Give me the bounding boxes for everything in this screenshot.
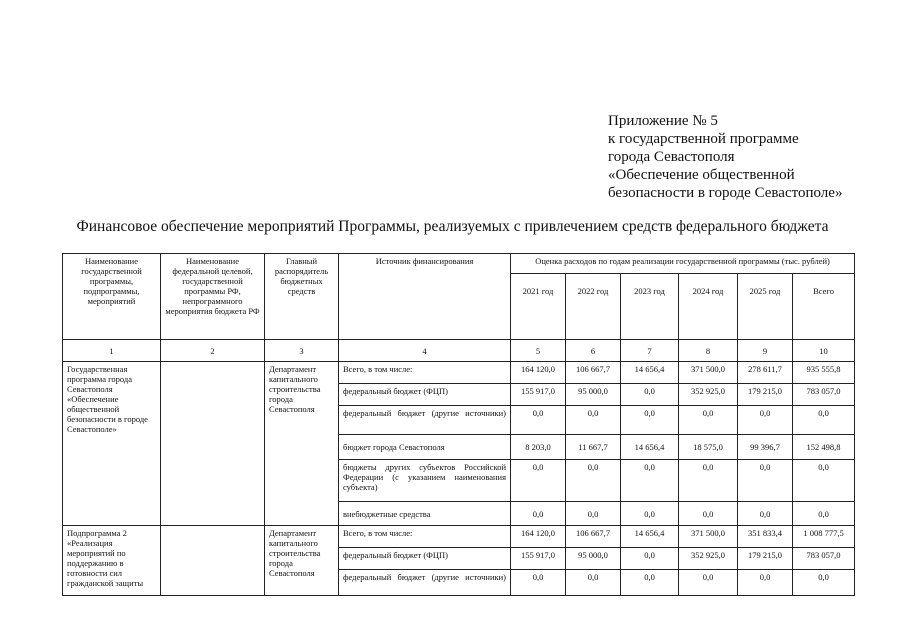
header-federal-program: Наименование федеральной целевой, государственной программы РФ, непрограммного мероприятия бюджета РФ — [161, 254, 265, 340]
header-manager: Главный распорядитель бюджетных средств — [265, 254, 339, 340]
column-number: 10 — [793, 340, 855, 362]
value-cell: 99 396,7 — [738, 435, 793, 460]
appendix-header — [608, 112, 842, 202]
budget-manager: Департамент капитального строительства города Севастополя — [265, 362, 339, 526]
subprogram-name: Подпрограмма 2 «Реализация мероприятий по поддержанию в готовности сил гражданской защиты — [63, 526, 161, 596]
value-cell: 0,0 — [566, 406, 621, 435]
federal-program — [161, 526, 265, 596]
header-source: Источник финансирования — [339, 254, 511, 340]
value-cell: 14 656,4 — [621, 526, 679, 548]
value-cell: 0,0 — [738, 460, 793, 502]
appendix-line: Приложение № 5 — [608, 113, 718, 129]
value-cell: 0,0 — [621, 406, 679, 435]
value-cell: 371 500,0 — [679, 362, 738, 384]
value-cell: 155 917,0 — [511, 384, 566, 406]
value-cell: 14 656,4 — [621, 435, 679, 460]
value-cell: 278 611,7 — [738, 362, 793, 384]
value-cell: 155 917,0 — [511, 548, 566, 570]
value-cell: 0,0 — [621, 502, 679, 526]
column-number: 5 — [511, 340, 566, 362]
funding-source: федеральный бюджет (ФЦП) — [339, 384, 511, 406]
value-cell: 0,0 — [511, 406, 566, 435]
value-cell: 1 008 777,5 — [793, 526, 855, 548]
value-cell: 352 925,0 — [679, 384, 738, 406]
value-cell: 106 667,7 — [566, 362, 621, 384]
value-cell: 0,0 — [621, 460, 679, 502]
appendix-line: к государственной программе — [608, 131, 799, 147]
column-number: 3 — [265, 340, 339, 362]
funding-source: бюджеты других субъектов Российской Федерации (с указанием наименования субъекта) — [339, 460, 511, 502]
column-number: 2 — [161, 340, 265, 362]
header-year: 2024 год — [679, 274, 738, 340]
value-cell: 0,0 — [621, 384, 679, 406]
value-cell: 0,0 — [793, 460, 855, 502]
program-name: Государственная программа города Севастополя «Обеспечение общественной безопасности в городе Севастополе» — [63, 362, 161, 526]
appendix-line: города Севастополя — [608, 149, 735, 165]
column-number: 6 — [566, 340, 621, 362]
value-cell: 0,0 — [511, 502, 566, 526]
value-cell: 95 000,0 — [566, 384, 621, 406]
header-estimate: Оценка расходов по годам реализации государственной программы (тыс. рублей) — [511, 254, 855, 274]
value-cell: 935 555,8 — [793, 362, 855, 384]
value-cell: 352 925,0 — [679, 548, 738, 570]
value-cell: 0,0 — [738, 502, 793, 526]
header-total: Всего — [793, 274, 855, 340]
value-cell: 0,0 — [793, 570, 855, 596]
budget-manager: Департамент капитального строительства города Севастополя — [265, 526, 339, 596]
funding-source: федеральный бюджет (ФЦП) — [339, 548, 511, 570]
value-cell: 106 667,7 — [566, 526, 621, 548]
column-number: 9 — [738, 340, 793, 362]
header-year: 2022 год — [566, 274, 621, 340]
value-cell: 0,0 — [679, 570, 738, 596]
value-cell: 351 833,4 — [738, 526, 793, 548]
funding-source: федеральный бюджет (другие источники) — [339, 406, 511, 435]
funding-source: внебюджетные средства — [339, 502, 511, 526]
value-cell: 179 215,0 — [738, 384, 793, 406]
header-name: Наименование государственной программы, подпрограммы, мероприятий — [63, 254, 161, 340]
header-year: 2023 год — [621, 274, 679, 340]
appendix-line: «Обеспечение общественной — [608, 167, 795, 183]
value-cell: 0,0 — [511, 570, 566, 596]
value-cell: 0,0 — [566, 570, 621, 596]
value-cell: 0,0 — [793, 406, 855, 435]
column-number: 4 — [339, 340, 511, 362]
value-cell: 0,0 — [793, 502, 855, 526]
column-number: 7 — [621, 340, 679, 362]
value-cell: 0,0 — [679, 406, 738, 435]
column-number: 8 — [679, 340, 738, 362]
funding-source: Всего, в том числе: — [339, 526, 511, 548]
value-cell: 0,0 — [738, 406, 793, 435]
header-row — [63, 254, 855, 274]
value-cell: 8 203,0 — [511, 435, 566, 460]
appendix-line: безопасности в городе Севастополе» — [608, 185, 843, 201]
table-row — [63, 526, 855, 548]
financing-table — [62, 253, 855, 596]
value-cell: 164 120,0 — [511, 362, 566, 384]
column-number: 1 — [63, 340, 161, 362]
value-cell: 179 215,0 — [738, 548, 793, 570]
value-cell: 783 057,0 — [793, 548, 855, 570]
value-cell: 152 498,8 — [793, 435, 855, 460]
value-cell: 164 120,0 — [511, 526, 566, 548]
header-year: 2021 год — [511, 274, 566, 340]
header-year: 2025 год — [738, 274, 793, 340]
value-cell: 0,0 — [566, 460, 621, 502]
column-numbers-row — [63, 340, 855, 362]
value-cell: 0,0 — [621, 570, 679, 596]
value-cell: 14 656,4 — [621, 362, 679, 384]
document-title: Финансовое обеспечение мероприятий Программы, реализуемых с привлечением средств федерального бюджета — [76, 218, 829, 235]
funding-source: Всего, в том числе: — [339, 362, 511, 384]
value-cell: 95 000,0 — [566, 548, 621, 570]
value-cell: 0,0 — [738, 570, 793, 596]
funding-source: бюджет города Севастополя — [339, 435, 511, 460]
value-cell: 0,0 — [621, 548, 679, 570]
funding-source: федеральный бюджет (другие источники) — [339, 570, 511, 596]
table-row — [63, 362, 855, 384]
value-cell: 0,0 — [679, 502, 738, 526]
value-cell: 18 575,0 — [679, 435, 738, 460]
value-cell: 0,0 — [679, 460, 738, 502]
federal-program — [161, 362, 265, 526]
value-cell: 371 500,0 — [679, 526, 738, 548]
value-cell: 0,0 — [566, 502, 621, 526]
value-cell: 783 057,0 — [793, 384, 855, 406]
value-cell: 0,0 — [511, 460, 566, 502]
value-cell: 11 667,7 — [566, 435, 621, 460]
